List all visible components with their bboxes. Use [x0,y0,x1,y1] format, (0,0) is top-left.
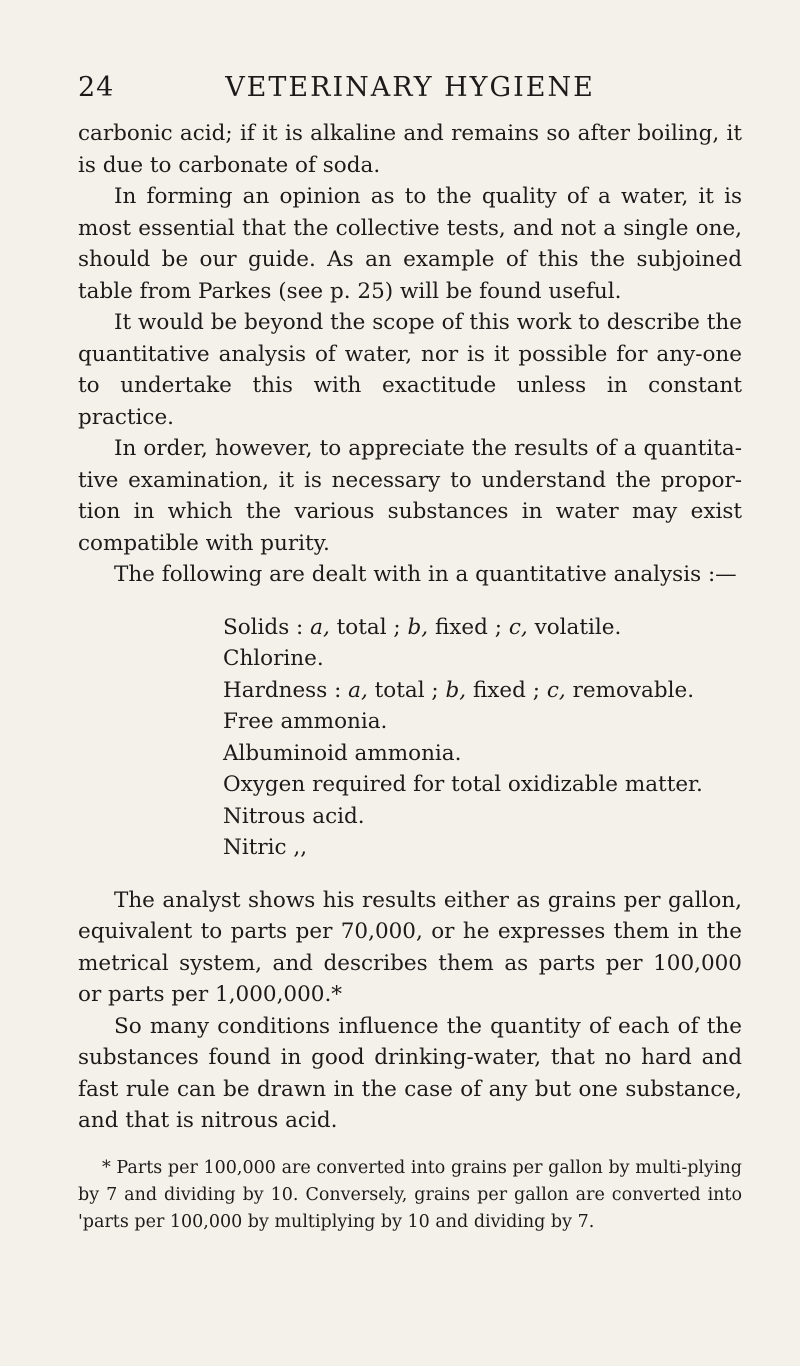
paragraph: The analyst shows his results either as grains per gallon, equivalent to parts per 70,000, or he expresses them in the metrical system, and describes them as parts per 100,000 or parts per 1,000,000.* [78,887,742,1007]
running-header [78,72,742,112]
page-body [78,118,742,1236]
paragraph: In order, however, to appreciate the results of a quantita-tive examination, it is necessary to understand the propor-tion in which the various substances in water may exist compatible with purity. [78,436,742,556]
paragraph: So many conditions influence the quantity of each of the substances found in good drinking-water, that no hard and fast rule can be drawn in the case of any but one substance, and that is nitrous acid. [78,1013,742,1133]
list-item-chlorine: Chlorine. [223,646,324,671]
paragraph-list-intro: The following are dealt with in a quantitative analysis :— [114,562,737,587]
list-item-free-ammonia: Free ammonia. [223,709,388,734]
running-title: VETERINARY HYGIENE [225,72,595,103]
list-item-hardness: Hardness : a, total ; b, fixed ; c, removable. [223,677,695,703]
paragraph: It would be beyond the scope of this work to describe the quantitative analysis of water, nor is it possible for any-one to undertake this with exactitude unless in constant practice. [78,310,742,430]
list-item-nitrous-acid: Nitrous acid. [223,803,365,829]
paragraph-continued: carbonic acid; if it is alkaline and remains so after boiling, it is due to carbonate of soda. [78,121,742,178]
list-item-solids: Solids : a, total ; b, fixed ; c, volatile. [223,614,622,640]
list-item-albuminoid-ammonia: Albuminoid ammonia. [223,740,462,766]
analysis-list [78,612,742,864]
footnote-text: * Parts per 100,000 are converted into grains per gallon by multi-plying by 7 and dividing by 10. Conversely, grains per gallon are converted into 'parts per 100,000 by multiplying by 10 and dividing by 7. [78,1157,742,1232]
footnote [78,1155,742,1236]
list-item-nitric: Nitric ,, [223,835,308,860]
list-item-oxygen: Oxygen required for total oxidizable matter. [223,772,703,797]
page-number: 24 [78,72,115,103]
paragraph: In forming an opinion as to the quality of a water, it is most essential that the collective tests, and not a single one, should be our guide. As an example of this the subjoined table from Parkes (see p. 25) will be found useful. [78,184,742,304]
